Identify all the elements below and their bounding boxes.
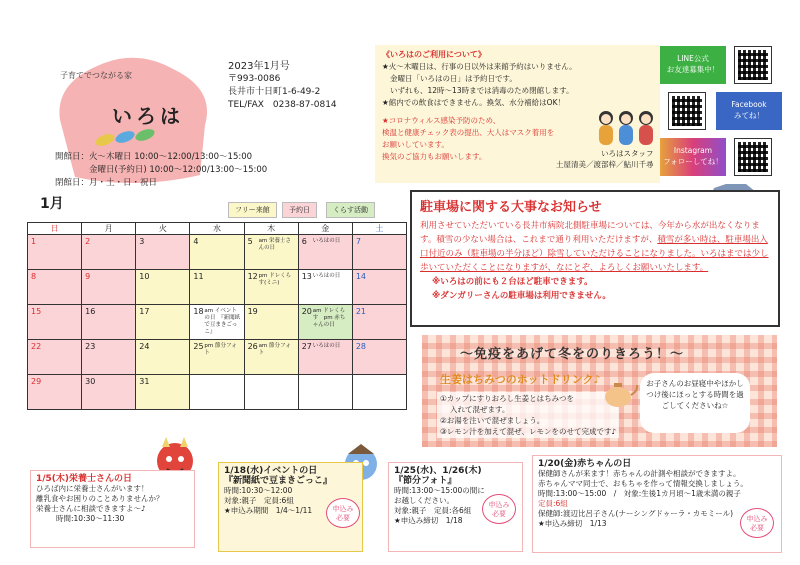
day-number: 7 [355,237,361,246]
day-number: 16 [85,307,96,316]
calendar-week [28,305,407,340]
calendar-day [298,235,352,270]
event-line: 対象:親子 定員:各6組 [394,506,472,515]
day-event: am 栄養士さんの日 [258,238,292,251]
day-number: 25 [193,342,204,351]
day-number: 26 [247,342,258,351]
day-number: 27 [301,342,312,351]
recipe-step: ②お湯を注いで混ぜましょう。 [440,416,545,425]
day-number: 24 [139,342,150,351]
weekday-header: 水 [190,223,244,235]
brand-name: いろは [112,104,184,128]
calendar-day [352,340,406,375]
staff-illustration [596,108,656,146]
covid-line: ★コロナウィルス感染予防のため、 [382,116,501,125]
calendar-day [190,235,244,270]
usage-line: 金曜日「いろはの日」は予約日です。 [390,74,517,83]
opening-hours [55,151,267,190]
event-line: お越しください。 [394,496,454,505]
parking-notice [410,190,780,327]
calendar-day [28,375,82,410]
parking-note: ※いろはの前にも２台ほど駐車できます。 [432,277,593,287]
calendar-day [136,305,190,340]
facebook-row[interactable] [660,89,785,134]
social-panel [660,43,785,183]
weekday-header: 土 [352,223,406,235]
staff-names: 土屋清美／渡部梓／鮎川千尋 [556,160,654,169]
event-subtitle: 『新聞紙で豆まきごっこ』 [224,476,332,486]
postal-code: 〒993-0086 [228,74,281,84]
weekday-header: 日 [28,223,82,235]
usage-line: ★館内での飲食はできません。換気、水分補給はOK！ [382,98,565,107]
day-event: am 節分フォト [258,343,291,356]
day-number: 22 [31,342,42,351]
calendar-day [136,340,190,375]
calendar-week [28,375,407,410]
day-event: am イベントの日 『新聞紙で豆まきごっこ』 [204,308,241,335]
tagline: 子育てでつながる家 [60,71,132,80]
calendar-day [136,270,190,305]
calendar-day [298,270,352,305]
calendar-day [136,375,190,410]
relax-note: お子さんのお昼寝中やほかしつけ後にほっとする時間を過ごしてくださいね☆ [640,373,750,433]
recipe-step: 入れて混ぜます。 [450,405,510,414]
hours-friday: 金曜日(予約日) 10:00～12:00/13:00～15:00 [89,165,268,175]
calendar-table [27,222,407,410]
ginger-drink-title: 生姜はちみつのホットドリンク♪ [440,373,601,386]
event-title: 1/5(木)栄養士さんの日 [36,474,133,484]
facebook-label: Facebook みてね！ [716,92,782,130]
calendar-day [244,340,298,375]
covid-line: お願いしています。 [382,140,449,149]
event-line: ★申込み締切 1/18 [394,516,463,525]
day-number: 29 [31,377,42,386]
day-number: 11 [193,272,204,281]
line-qr-icon[interactable] [734,46,772,84]
calendar-month: 1月 [40,196,64,212]
calendar-day [28,305,82,340]
calendar-day [352,305,406,340]
day-number: 17 [139,307,150,316]
org-block [228,60,337,112]
weekday-header: 金 [298,223,352,235]
usage-title: 《いろはのご利用について》 [382,50,486,59]
event-line: 栄養士さんに相談できますよ～♪ [36,504,146,513]
calendar-day [82,340,136,375]
day-number: 12 [247,272,258,281]
day-event: pm ドレくらす(ミニ) [258,273,292,286]
calendar-day [28,340,82,375]
event-line: 時間:13:00～15:00の間に [394,486,485,495]
calendar-week [28,270,407,305]
recipe-step: ①カップにすりおろし生姜とはちみつを [440,394,574,403]
day-number: 3 [139,237,145,246]
day-event: いろはの日 [312,343,341,349]
event-line: ★申込み期間 1/4～1/11 [224,506,313,515]
day-number: 20 [301,307,312,316]
day-event: pm 節分フォト [204,343,237,356]
day-number: 8 [31,272,37,281]
calendar-day [298,340,352,375]
day-number: 14 [355,272,367,281]
usage-line: いずれも、12時～13時までは消毒のため閉館します。 [390,86,574,95]
day-number: 15 [31,307,42,316]
day-event: いろはの日 [312,273,341,279]
recipe-step: ③レモン汁を加えて混ぜ、レモンをのせて完成です♪ [440,427,617,436]
line-row[interactable] [660,43,785,88]
calendar-day [298,305,352,340]
parking-title: 駐車場に関する大事なお知らせ [420,200,602,215]
legend-reserve: 予約日 [282,202,317,218]
telephone: TEL/FAX 0238-87-0814 [228,100,337,110]
day-event: いろはの日 [312,238,341,244]
staff-title: いろはスタッフ [601,149,654,158]
apply-required-badge: 申込み 必要 [482,494,516,524]
calendar-week [28,235,407,270]
parking-text: 利用させていただいている長井市病院北側駐車場については、今年から水が出なくなります。積雪の少ない場合は、これまで通り利用いただけますが、 [420,221,760,245]
apply-required-badge: 申込み 必要 [740,508,774,538]
calendar-day [244,270,298,305]
event-subtitle: 『節分フォト』 [394,476,457,486]
instagram-row[interactable] [660,135,785,180]
day-number: 10 [139,272,150,281]
parking-text-underlined: 積雪が多い時は、駐車場出入口付近のみ（駐車場の半分ほど）除雪していただけることになりました。いろはまでは少し歩いていただくことになりますが、なにとぞ、よろしくお願いいたします。 [420,235,769,273]
event-nutritionist [30,470,195,548]
day-number: 5 [247,237,253,246]
calendar-day [82,375,136,410]
instagram-label: Instagram フォローしてね！ [660,138,726,176]
hours-open: 開館日：火～木曜日 10:00～12:00/13:00～15:00 [55,152,253,162]
calendar-day [244,235,298,270]
day-number: 21 [355,307,367,316]
calendar-day [244,305,298,340]
day-number: 30 [85,377,96,386]
calendar-day [298,375,352,410]
day-number: 2 [85,237,91,246]
calendar-day [82,305,136,340]
weekday-header: 火 [136,223,190,235]
event-line: 対象:親子 定員:6組 [224,496,294,505]
calendar-day [28,235,82,270]
address: 長井市十日町1-6-49-2 [228,87,321,97]
facebook-qr-icon[interactable] [668,92,706,130]
day-number: 28 [355,342,367,351]
event-line: 離乳食やお困りのことありませんか？ [36,494,164,503]
calendar-day [352,270,406,305]
event-title: 1/20(金)赤ちゃんの日 [538,459,632,469]
calendar-day [28,270,82,305]
hours-closed: 閉館日：月・土・日・祝日 [55,178,158,188]
calendar-day [136,235,190,270]
immunity-title: ～免疫をあげて冬をのりきろう！～ [460,347,685,362]
day-number: 13 [301,272,312,281]
legend-free: フリー来館 [228,202,277,218]
day-number: 9 [85,272,91,281]
parking-note: ※ダンガリーさんの駐車場は利用できません。 [432,291,611,301]
event-line: 保健師:渡辺比呂子さん(ナーシングドゥーラ・カモミール) [538,509,734,518]
event-line: 時間:13:00～15:00 / 対象:生後1カ月頃～1歳未満の親子 [538,489,741,498]
calendar-day [190,375,244,410]
calendar-day [352,235,406,270]
calendar-day [190,340,244,375]
day-number: 6 [301,237,307,246]
event-line: ひろば内に栄養士さんがいます！ [36,484,149,493]
covid-line: 検温と健康チェック表の提出、大人はマスク着用を [382,128,555,137]
day-number: 18 [193,307,204,316]
day-number: 31 [139,377,150,386]
usage-line: ★火～木曜日は、行事の日以外は来館予約はいりません。 [382,62,577,71]
weekday-header: 木 [244,223,298,235]
instagram-qr-icon[interactable] [734,138,772,176]
staff-block [556,148,654,170]
calendar-day [82,270,136,305]
issue-label: 2023年1月号 [228,61,290,72]
covid-line: 換気のご協力もお願いします。 [382,152,487,161]
day-number: 23 [85,342,96,351]
event-line: 時間:10:30～11:30 [56,514,125,523]
day-number: 4 [193,237,199,246]
calendar-week [28,340,407,375]
event-line: ★申込み締切 1/13 [538,519,607,528]
event-line: 保健師さんが来ます！赤ちゃんの計測や相談ができますよ。 [538,469,741,478]
event-line: 赤ちゃんママ同士で、おもちゃを作って情報交換しましょう。 [538,479,748,488]
event-line: 定員:6組 [538,499,568,508]
calendar-day [190,270,244,305]
calendar-day [82,235,136,270]
calendar-day [190,305,244,340]
event-baby [532,455,782,553]
event-title: 1/18(水)イベントの日 [224,466,318,476]
day-number: 19 [247,307,258,316]
event-line: 時間:10:30～12:00 [224,486,293,495]
recipe-steps [437,392,619,438]
weekday-header: 月 [82,223,136,235]
apply-required-badge: 申込み 必要 [326,498,360,528]
legend-kurasu: くらす活動 [326,202,375,218]
day-number: 1 [31,237,37,246]
calendar-day [352,375,406,410]
event-title: 1/25(水)、1/26(木) [394,466,482,476]
line-label: LINE公式 お友達募集中！ [660,46,726,84]
day-event: am ドレくらす pm 赤ちゃんの日 [312,308,346,328]
teapot-icon [600,375,640,409]
calendar-day [244,375,298,410]
